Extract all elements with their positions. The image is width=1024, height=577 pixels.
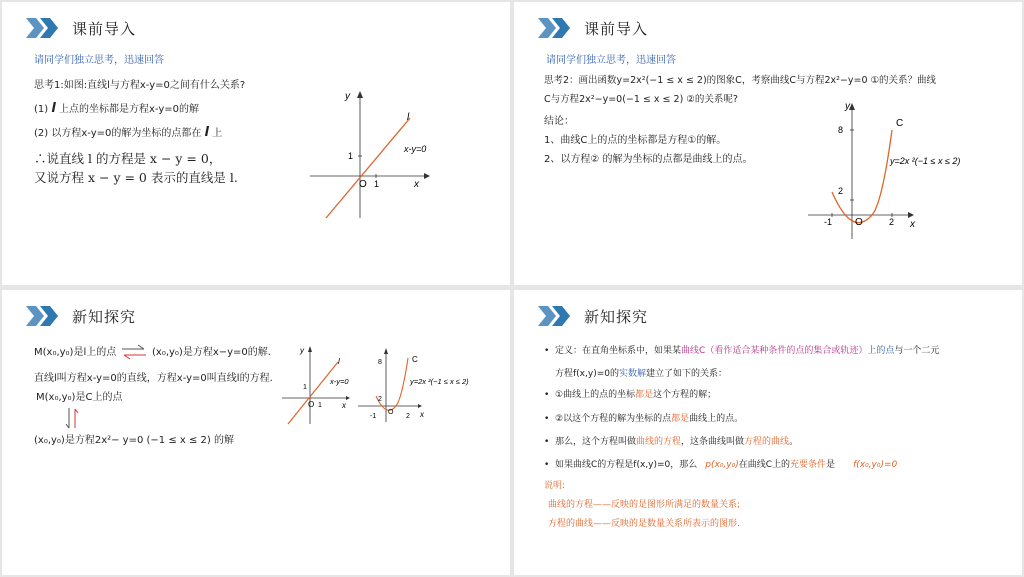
note-1: 曲线的方程——反映的是图形所满足的数量关系;: [548, 500, 741, 510]
line-label-l: l: [338, 357, 340, 366]
origin-label: O: [855, 217, 863, 228]
naming-statement: 那么，这个方程叫做曲线的方程，这条曲线叫做方程的曲线。: [555, 437, 799, 447]
condition-2: ②以这个方程的解为坐标的点都是曲线上的点。: [555, 414, 744, 424]
x-axis-label: x: [342, 401, 346, 410]
slide-header: [538, 306, 648, 326]
tick-y-2: 2: [838, 186, 844, 196]
question-1: 思考1:如图:直线l与方程x-y=0之间有什么关系?: [34, 80, 246, 91]
conclusion-2: 又说方程 x − y = 0 表示的直线是 l.: [34, 170, 238, 185]
condition-1: ①曲线上的点的坐标都是这个方程的解；: [555, 390, 717, 400]
origin-label: O: [388, 409, 394, 416]
tick-y-1: 1: [303, 384, 307, 391]
slide-title: 新知探究: [584, 307, 649, 326]
item-1: (1) l 上点的坐标都是方程x-y=0的解: [34, 101, 200, 116]
bullet-dot-icon: •: [544, 390, 550, 400]
slide-title: 课前导入: [72, 19, 137, 38]
slide-panel-1: [2, 2, 510, 285]
line-graph: [302, 86, 442, 226]
equivalence-arrow-icon: [120, 343, 148, 361]
tick-y-2: 2: [378, 396, 382, 403]
bullet-dot-icon: •: [544, 460, 550, 470]
curve-equation: y=2x ²(−1 ≤ x ≤ 2): [890, 156, 961, 166]
curve-label-c: C: [896, 118, 904, 129]
slide-title: 课前导入: [584, 19, 649, 38]
slide-header: [26, 306, 136, 326]
tick-x-2: 2: [889, 217, 895, 227]
slide-header: [26, 18, 136, 38]
bullet-dot-icon: •: [544, 346, 550, 356]
bullet-dot-icon: •: [544, 414, 550, 424]
definition-line-1: 定义：在直角坐标系中，如果某曲线C（看作适合某种条件的点的集合或轨迹）上的点与一个二元: [555, 346, 940, 356]
prompt-text: 请同学们独立思考，迅速回答: [34, 55, 164, 66]
chevron-icon: [26, 18, 64, 38]
parabola-graph: [800, 96, 980, 244]
chevron-icon: [26, 306, 64, 326]
vertical-equivalence-arrow-icon: [64, 406, 82, 430]
statement-3: M(x₀,y₀)是C上的点: [36, 392, 123, 403]
statement-2: 直线l叫方程x-y=0的直线，方程x-y=0叫直线l的方程.: [34, 373, 273, 384]
line-label-l: l: [407, 112, 410, 123]
y-axis-label: y: [345, 91, 350, 102]
conclusion-1: ∴说直线 l 的方程是 x − y = 0，: [34, 151, 222, 166]
tick-x-1: 1: [318, 402, 322, 409]
question-2-line-2: C与方程2x²−y=0(−1 ≤ x ≤ 2) ②的关系呢?: [544, 94, 738, 105]
bullet-dot-icon: •: [544, 437, 550, 447]
question-2-line-1: 思考2：画出函数y=2x²(−1 ≤ x ≤ 2)的图象C，考察曲线C与方程2x²−y=0 ①的关系？曲线: [544, 75, 937, 86]
tick-y-1: 1: [348, 151, 354, 161]
chevron-icon: [538, 18, 576, 38]
slide-panel-2: [514, 2, 1022, 285]
tick-x-minus-1: -1: [824, 217, 833, 227]
slide-panel-4: [514, 290, 1022, 575]
tick-x-minus-1: -1: [370, 413, 377, 420]
definition-line-2: 方程f(x,y)=0的实数解建立了如下的关系：: [555, 369, 728, 379]
x-axis-label: x: [910, 219, 915, 230]
statement-4: (x₀,y₀)是方程2x²− y=0 (−1 ≤ x ≤ 2) 的解: [34, 435, 234, 446]
tick-x-2: 2: [406, 413, 410, 420]
note-label: 说明:: [544, 481, 566, 491]
tick-y-8: 8: [378, 359, 382, 366]
statement-1-left: M(x₀,y₀)是l上的点: [34, 347, 117, 358]
y-axis-label: y: [300, 346, 304, 355]
slide-panel-3: [2, 290, 510, 575]
item-2: (2) 以方程x-y=0的解为坐标的点都在 l 上: [34, 125, 223, 140]
origin-label: O: [308, 400, 315, 409]
statement-1-right: (x₀,y₀)是方程x−y=0的解.: [152, 347, 271, 358]
conclusion-item-2: 2、以方程② 的解为坐标的点都是曲线上的点。: [544, 154, 753, 165]
prompt-text: 请同学们独立思考，迅速回答: [546, 55, 676, 66]
curve-equation: y=2x ²(−1 ≤ x ≤ 2): [410, 377, 469, 386]
note-2: 方程的曲线——反映的是数量关系所表示的图形.: [548, 519, 740, 529]
line-equation: x-y=0: [330, 377, 349, 386]
origin-label: O: [359, 179, 367, 190]
conclusion-item-1: 1、曲线C上的点的坐标都是方程①的解。: [544, 135, 727, 146]
x-axis-label: x: [414, 179, 419, 190]
tick-y-8: 8: [838, 125, 844, 135]
small-line-graph: [278, 340, 358, 430]
conclusion-label: 结论：: [544, 116, 574, 127]
curve-label-c: C: [412, 355, 418, 364]
y-axis-label: y: [845, 101, 850, 112]
line-equation: x-y=0: [404, 144, 427, 154]
chevron-icon: [538, 306, 576, 326]
slide-header: [538, 18, 648, 38]
small-parabola-graph: [356, 346, 496, 424]
x-axis-label: x: [420, 410, 424, 419]
slide-title: 新知探究: [72, 307, 137, 326]
iff-statement: 如果曲线C的方程是f(x,y)=0，那么 p(x₀,y₀)在曲线C上的充要条件是 f(x₀,y₀)=0: [555, 460, 898, 470]
tick-x-1: 1: [374, 179, 380, 189]
